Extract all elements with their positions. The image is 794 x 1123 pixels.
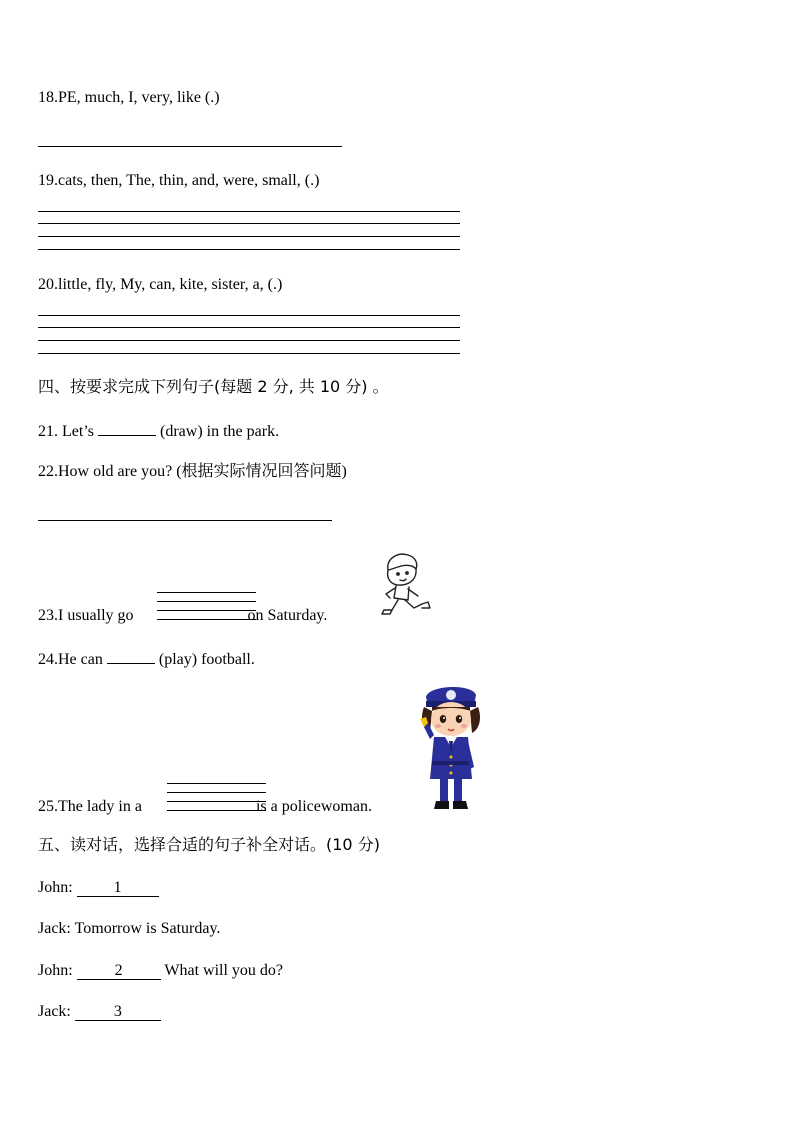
dialogue-blank-3[interactable]: 3: [75, 1004, 161, 1021]
question-23-before: 23.I usually go: [38, 607, 138, 624]
dialogue-blank-1[interactable]: 1: [77, 880, 159, 897]
running-boy-icon: [378, 552, 436, 620]
question-19: 19.cats, then, The, thin, and, were, small, (.): [38, 172, 320, 189]
answer-line-20b: [38, 327, 460, 328]
question-25-before: 25.The lady in a: [38, 798, 146, 815]
answer-line-20a: [38, 315, 460, 316]
dialogue-speaker-4: Jack:: [38, 1003, 75, 1020]
answer-line-20d: [38, 353, 460, 354]
answer-lines-25[interactable]: [167, 783, 266, 811]
answer-line-22: [38, 520, 332, 521]
question-21-after: (draw) in the park.: [156, 423, 280, 440]
section-5-heading: 五、读对话，选择合适的句子补全对话。(10 分): [38, 835, 380, 854]
question-24: [38, 649, 255, 670]
question-18: 18.PE, much, I, very, like (.): [38, 89, 220, 106]
dialogue-line-1: [38, 878, 159, 898]
answer-line-18: [38, 146, 342, 147]
question-23-after: on Saturday.: [243, 607, 328, 624]
blank-24[interactable]: [107, 649, 155, 664]
dialogue-speaker-1: John:: [38, 879, 77, 896]
question-21: [38, 421, 279, 442]
blank-21[interactable]: [98, 421, 156, 436]
question-21-before: 21. Let’s: [38, 423, 98, 440]
question-20: 20.little, fly, My, can, kite, sister, a, (.): [38, 276, 283, 293]
question-24-after: (play) football.: [154, 651, 255, 668]
dialogue-speaker-3: John:: [38, 962, 77, 979]
question-22: 22.How old are you? (根据实际情况回答问题): [38, 463, 347, 480]
answer-line-19d: [38, 249, 460, 250]
question-24-before: 24.He can: [38, 651, 107, 668]
dialogue-blank-2[interactable]: 2: [77, 963, 161, 980]
question-25-after: is a policewoman.: [251, 798, 372, 815]
answer-line-19a: [38, 211, 460, 212]
dialogue-line-3: [38, 961, 283, 981]
answer-line-20c: [38, 340, 460, 341]
dialogue-line-2: Jack: Tomorrow is Saturday.: [38, 920, 221, 937]
dialogue-line-4: [38, 1002, 161, 1022]
dialogue-rest-3: What will you do?: [160, 962, 284, 979]
answer-lines-23[interactable]: [157, 592, 256, 620]
policewoman-icon: [414, 683, 488, 813]
section-4-heading: 四、按要求完成下列句子(每题 2 分, 共 10 分) 。: [38, 377, 389, 396]
answer-line-19b: [38, 223, 460, 224]
answer-line-19c: [38, 236, 460, 237]
